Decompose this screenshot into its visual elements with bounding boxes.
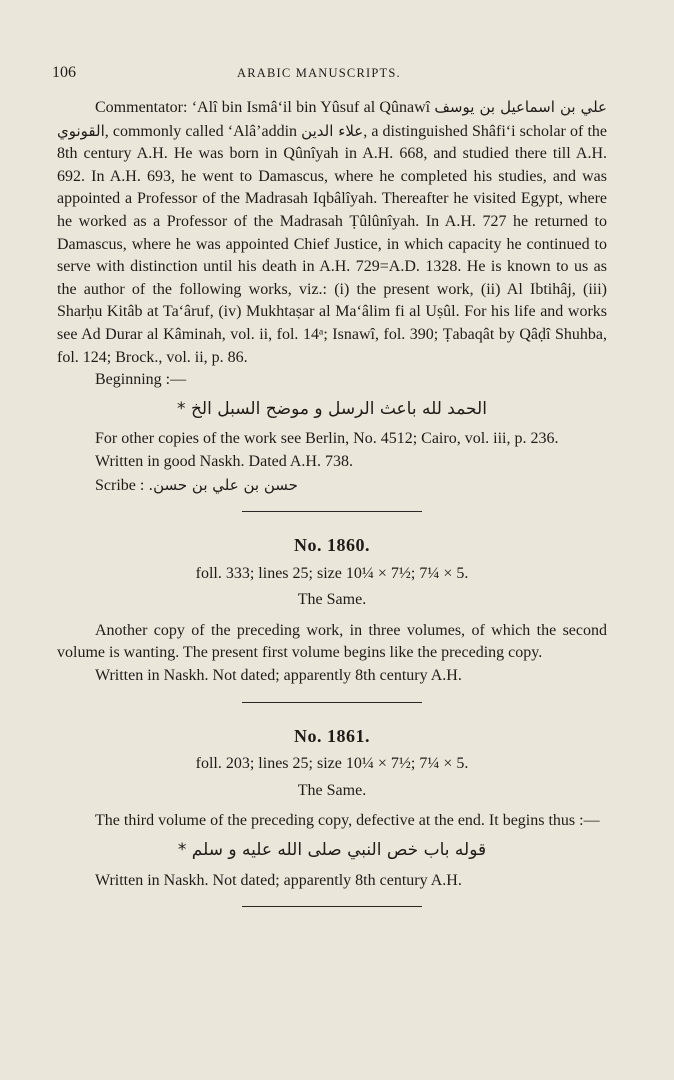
scribe-arabic: حسن بن علي بن حسن.: [148, 475, 298, 494]
entry-meta: foll. 333; lines 25; size 10¼ × 7½; 7¼ × 5.: [195, 564, 469, 582]
entry-arabic: قوله باب خص النبي صلى الله عليه و سلم *: [177, 840, 487, 861]
divider-rule: [242, 702, 422, 703]
other-copies: For other copies of the work see Berlin, No. 4512; Cairo, vol. iii, p. 236.: [95, 430, 559, 448]
entry-number: No. 1861.: [294, 725, 370, 746]
beginning-arabic: الحمد لله باعث الرسل و موضح السبل الخ *: [177, 398, 487, 419]
divider-rule: [242, 511, 422, 512]
beginning-label: Beginning :—: [95, 371, 187, 389]
commentator-paragraph: [57, 96, 607, 369]
entry-meta: foll. 203; lines 25; size 10¼ × 7½; 7¼ × 5.: [195, 755, 469, 773]
page-number: 106: [52, 64, 76, 81]
divider-rule: [242, 906, 422, 907]
commentator-name-arabic: علي بن اسماعيل بن يوسف القونوي: [57, 98, 608, 140]
written-note: Written in good Naskh. Dated A.H. 738.: [95, 452, 353, 470]
commentator-called: , commonly called ‘Alâ’addin: [104, 122, 298, 140]
entry-1861: [57, 725, 607, 893]
entry-written: Written in Naskh. Not dated; apparently 8th century A.H.: [95, 667, 462, 685]
commentator-bio: , a distinguished Shâfi‘i scholar of the 8th century A.H. He was born in Qûnîyah in A.H. 668, and studied there till A.H. 692. In A.H. 693, he went to Damascus, where he completed his studies, and was appointed a Professor of the Madrasah Iqbâlîyah. Thereafter he visited Egypt, where he worked as a Professor of the Madrasah Ṭûlûnîyah. In A.H. 727 he returned to Damascus, where he was appointed Chief Justice, in which capacity he continued to serve with distinction until his death in A.H. 729=A.D. 1328. He is known to us as the author of the following works, viz.: (i) the present work, (ii) Al Ibtihâj, (iii) Sharḥu Kitâb at Ta‘âruf, (iv) Mukhtaṣar al Ma‘âlim fi al Uṣûl. For his life and works see Ad Durar al Kâminah, vol. ii, fol. 14ᵃ; Isnawî, fol. 390; Ṭabaqât by Qâḍî Shuhba, fol. 124; Brock., vol. ii, p. 86.: [57, 122, 607, 366]
entry-description: Another copy of the preceding work, in three volumes, of which the second volume is wanting. The present first volume begins like the preceding copy.: [57, 621, 607, 662]
entry-description: The third volume of the preceding copy, defective at the end. It begins thus :—: [95, 812, 600, 830]
entry-1860: [57, 534, 607, 688]
entry-title: The Same.: [297, 781, 367, 799]
scribe-label: Scribe :: [95, 476, 145, 494]
entry-title: The Same.: [297, 591, 367, 609]
entry-number: No. 1860.: [294, 535, 370, 556]
commentator-title-arabic: علاء الدين: [301, 121, 364, 140]
entry-written: Written in Naskh. Not dated; apparently 8th century A.H.: [95, 871, 462, 889]
scribe-line: [57, 474, 607, 498]
running-title: ARABIC MANUSCRIPTS.: [237, 66, 401, 80]
commentator-label: Commentator: [95, 99, 183, 116]
page-body: [57, 96, 607, 929]
page-header: [52, 64, 622, 84]
commentator-name: : ‘Alî bin Ismâ‘il bin Yûsuf al Qûnawî: [182, 99, 431, 116]
